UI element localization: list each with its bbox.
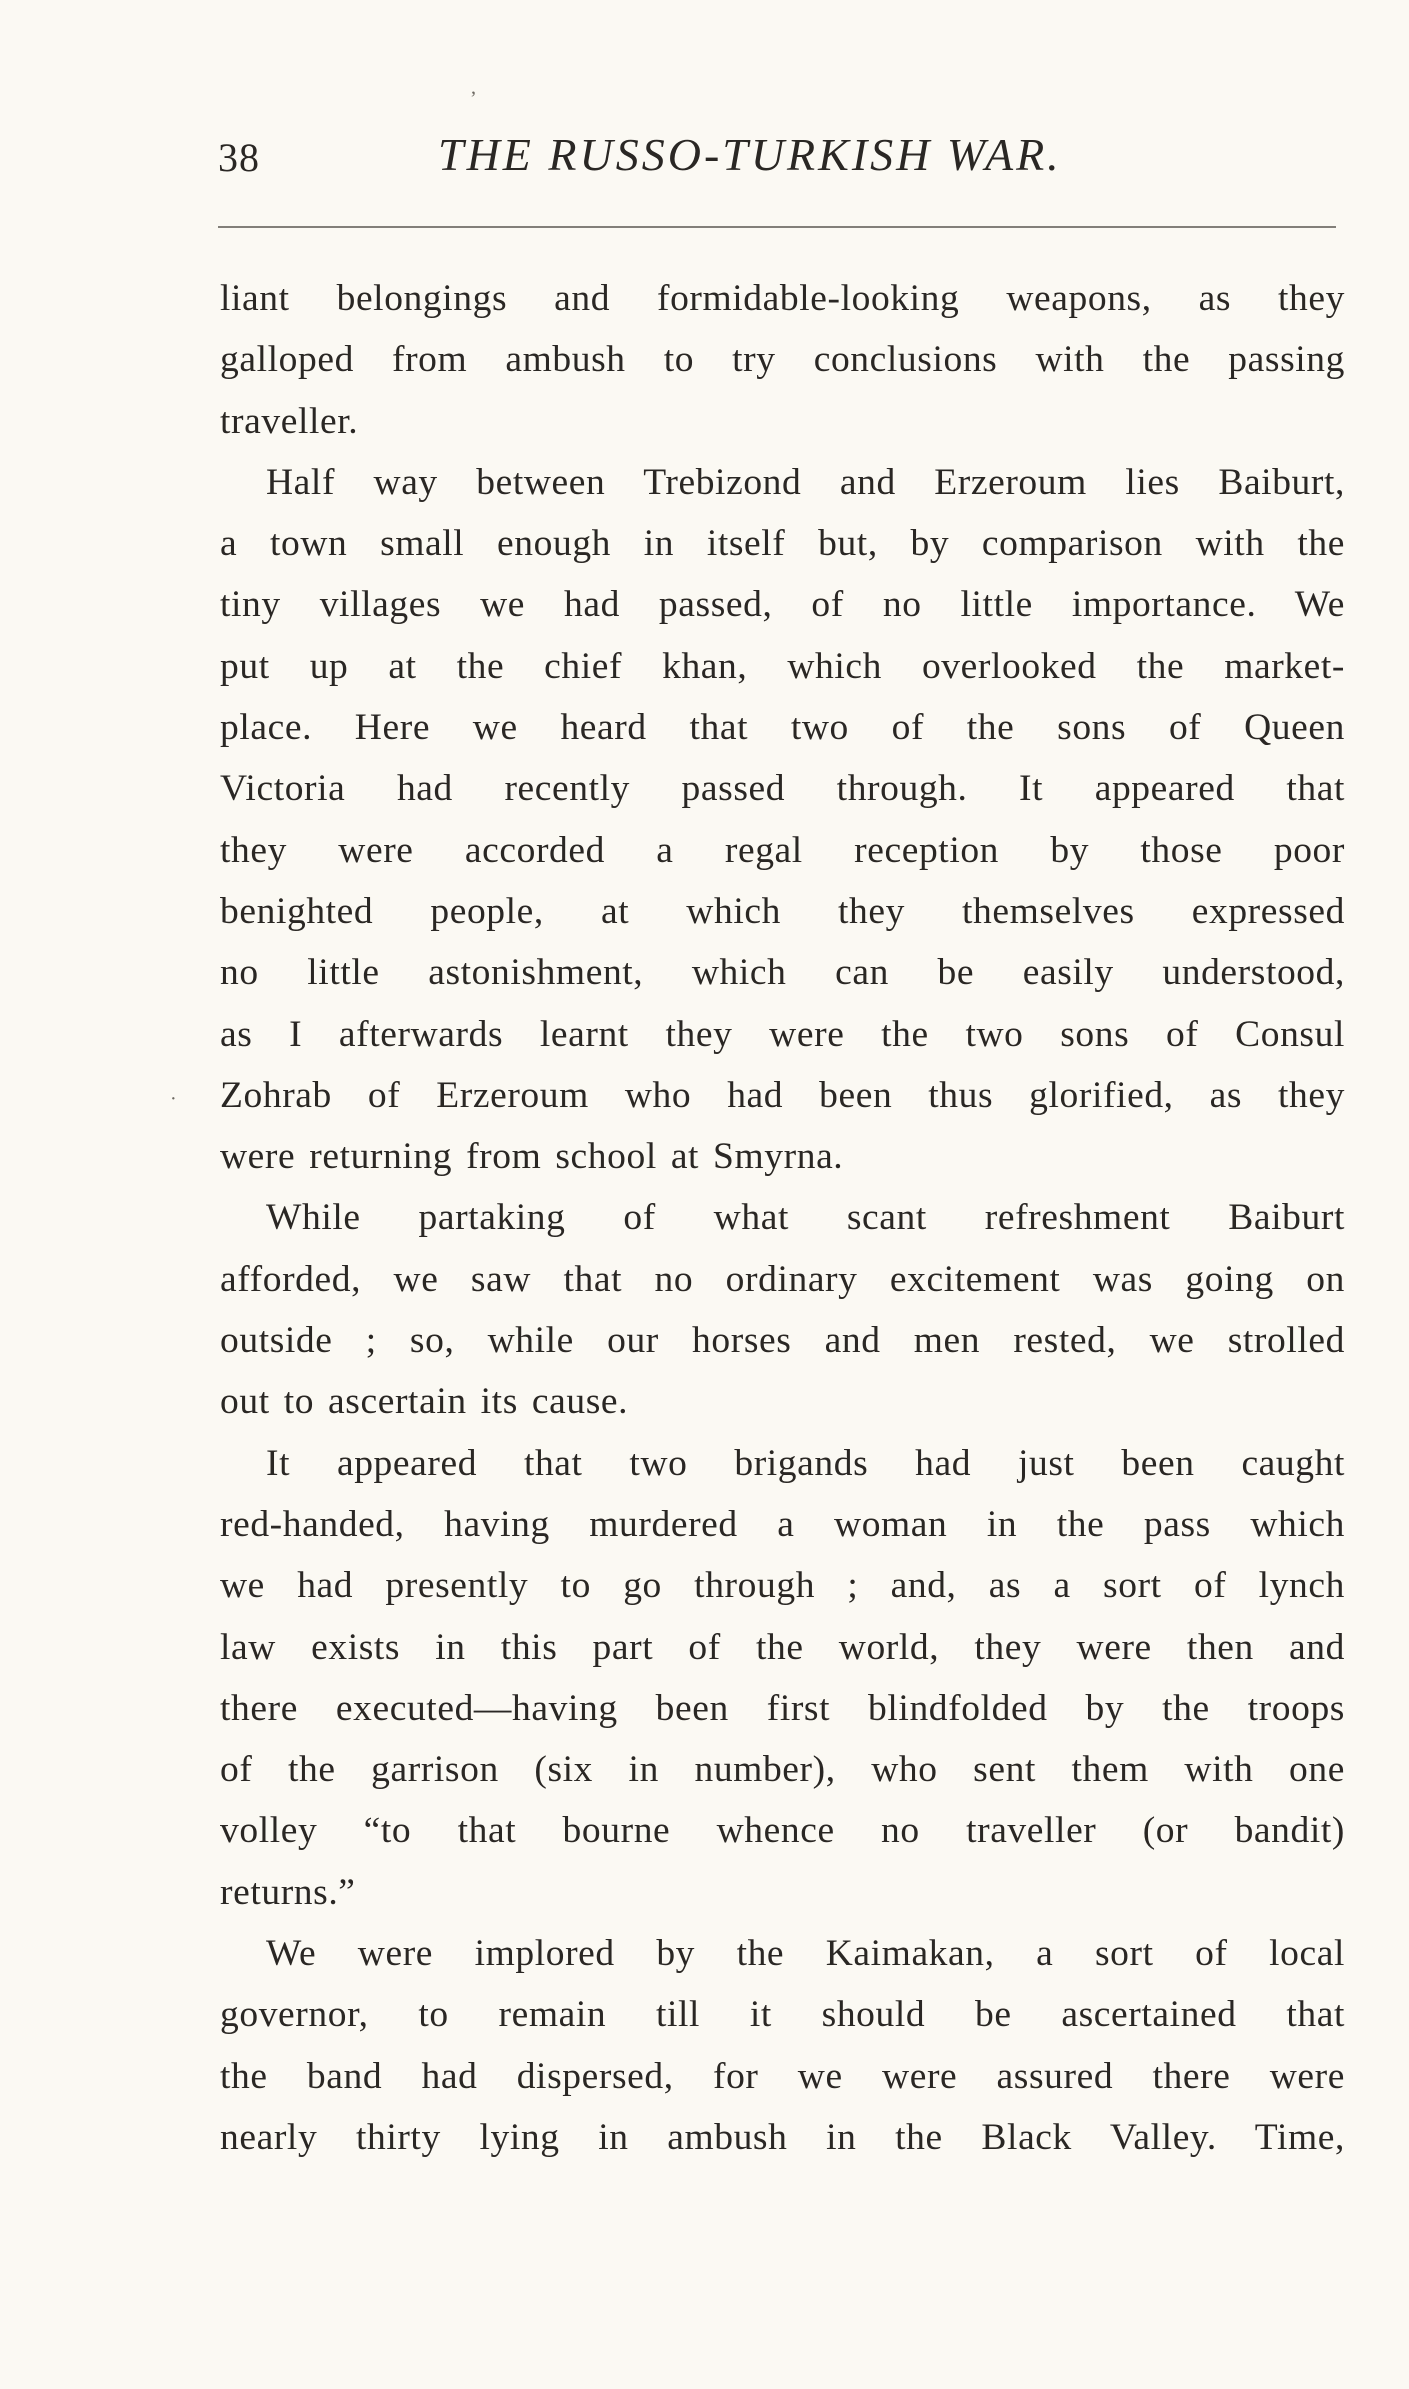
text-line: a town small enough in itself but, by comparison with the <box>220 523 1345 565</box>
text-line: Zohrab of Erzeroum who had been thus glorified, as they <box>220 1074 1345 1116</box>
text-line: benighted people, at which they themselves expressed <box>220 890 1345 932</box>
text-line: out to ascertain its cause. <box>220 1381 629 1423</box>
text-line: of the garrison (six in number), who sent them with one <box>220 1749 1345 1791</box>
text-line: afforded, we saw that no ordinary excitement was going on <box>220 1258 1345 1300</box>
page-number: 38 <box>218 135 260 180</box>
text-line: We were implored by the Kaimakan, a sort of local <box>266 1933 1345 1975</box>
text-line: governor, to remain till it should be ascertained that <box>220 1994 1345 2036</box>
text-line: law exists in this part of the world, they were then and <box>220 1626 1345 1668</box>
text-line: galloped from ambush to try conclusions with the passing <box>220 339 1345 381</box>
text-line: While partaking of what scant refreshment Baiburt <box>266 1197 1345 1239</box>
text-line: returns.” <box>220 1871 356 1913</box>
text-line: as I afterwards learnt they were the two sons of Consul <box>220 1013 1345 1055</box>
text-line: place. Here we heard that two of the sons of Queen <box>220 707 1345 749</box>
text-line: It appeared that two brigands had just been caught <box>266 1442 1345 1484</box>
text-line: nearly thirty lying in ambush in the Black Valley. Time, <box>220 2116 1345 2158</box>
text-line: traveller. <box>220 400 359 442</box>
text-line: volley “to that bourne whence no traveller (or bandit) <box>220 1810 1345 1852</box>
ink-speck: ʼ <box>470 88 477 110</box>
text-line: outside ; so, while our horses and men rested, we strolled <box>220 1320 1345 1362</box>
text-line: liant belongings and formidable-looking weapons, as they <box>220 278 1345 319</box>
text-line: put up at the chief khan, which overlooked the market- <box>220 645 1345 687</box>
text-line: tiny villages we had passed, of no little importance. We <box>220 584 1345 626</box>
running-title: THE RUSSO-TURKISH WAR. <box>438 129 1062 180</box>
page-header <box>218 128 1328 198</box>
ink-speck: · <box>170 1088 177 1110</box>
text-line: red-handed, having murdered a woman in the pass which <box>220 1503 1345 1545</box>
text-line: they were accorded a regal reception by those poor <box>220 829 1345 871</box>
text-line: no little astonishment, which can be easily understood, <box>220 952 1345 994</box>
text-line: were returning from school at Smyrna. <box>220 1136 844 1178</box>
text-line: the band had dispersed, for we were assured there were <box>220 2055 1345 2097</box>
body-text <box>220 268 1345 2168</box>
text-line: Half way between Trebizond and Erzeroum lies Baiburt, <box>266 461 1345 503</box>
text-line: Victoria had recently passed through. It appeared that <box>220 768 1345 810</box>
text-line: we had presently to go through ; and, as a sort of lynch <box>220 1565 1345 1607</box>
header-rule <box>218 226 1336 228</box>
text-line: there executed—having been first blindfolded by the troops <box>220 1687 1345 1729</box>
